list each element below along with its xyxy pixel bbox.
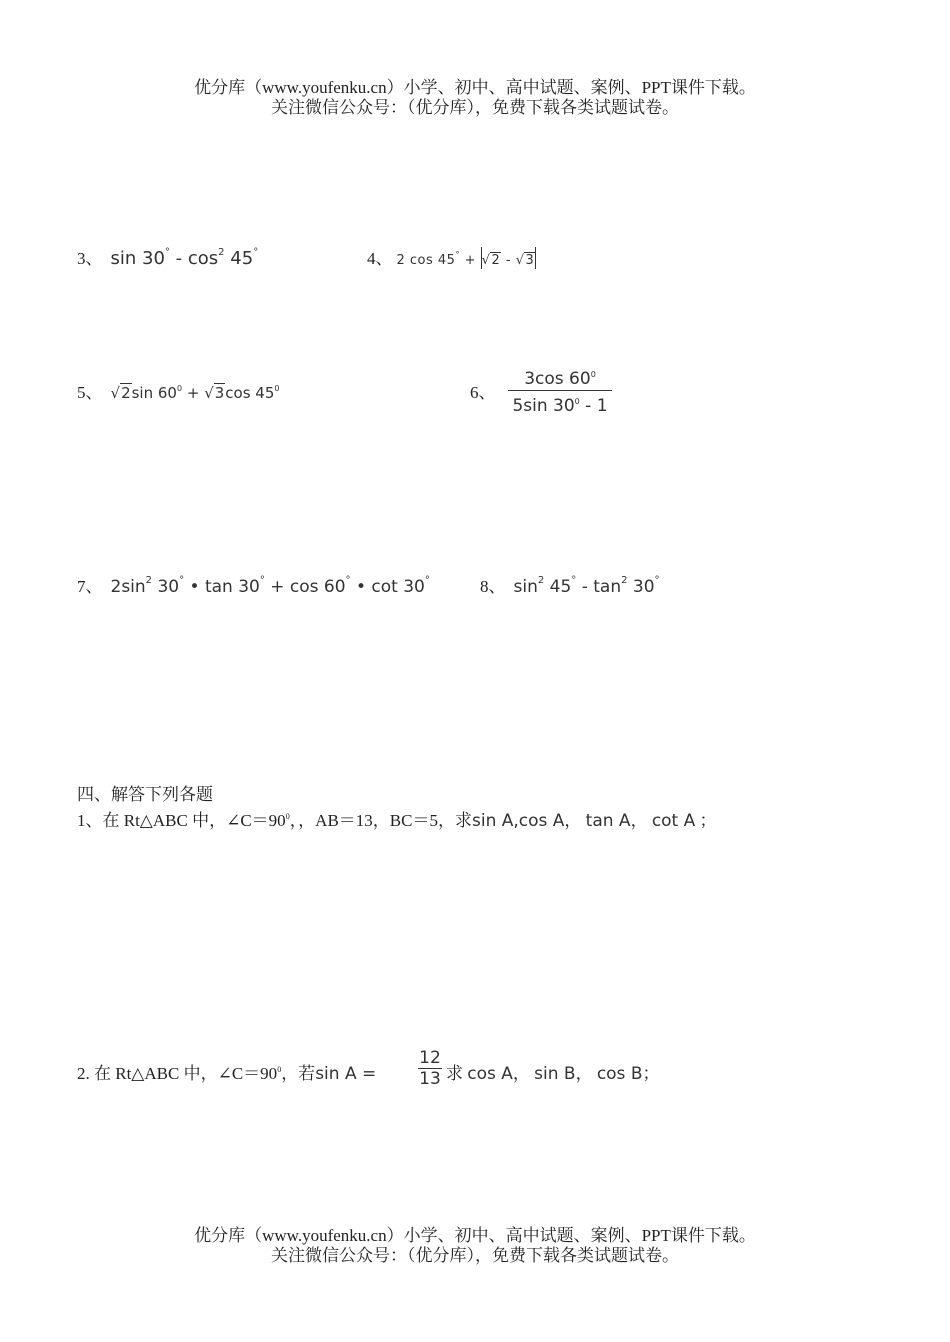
problem-7: [77, 572, 430, 597]
problem-6-label-wrap: [470, 378, 496, 403]
problem-3: [77, 244, 258, 269]
header-line-1: 优分库（www.youfenku.cn）小学、初中、高中试题、案例、PPT课件下载。: [194, 78, 756, 97]
problem-7-label: 7、: [77, 577, 103, 596]
footer-line-1: 优分库（www.youfenku.cn）小学、初中、高中试题、案例、PPT课件下载。: [194, 1226, 756, 1245]
q1-formulas: sin A,cos A: [471, 811, 565, 831]
problem-7-expr: $2\sin^2$ 30° • tan 30° + cos 60° • cot 30°: [110, 575, 430, 597]
problem-6-fraction: [508, 364, 612, 417]
question-2-tail: 求 cos A， sin B， cos B；: [446, 1064, 660, 1084]
question-2: 2. 在 Rt△ABC 中，$\angle C=90^0$，若sin A =: [77, 1064, 377, 1084]
footer-line-2: 关注微信公众号：（优分库），免费下载各类试题试卷。: [271, 1246, 679, 1265]
problem-3-label: 3、: [77, 249, 103, 268]
problem-6-label: 6、: [470, 383, 496, 402]
problem-8-label: 8、: [480, 577, 506, 596]
problem-4: [367, 244, 536, 269]
problem-4-label: 4、: [367, 249, 393, 268]
problem-5-label: 5、: [77, 383, 103, 402]
problem-5: [77, 378, 280, 403]
header-line-2: 关注微信公众号：（优分库），免费下载各类试题试卷。: [271, 98, 679, 117]
problem-8-expr: $\sin^2 45^\circ - \tan^2 30^\circ$: [513, 575, 660, 597]
problem-8: [480, 572, 660, 597]
problem-3-expr: $\sin 30^\circ - \cos^2 45^\circ$: [110, 247, 259, 269]
section-4-title: 四、解答下列各题: [77, 785, 213, 804]
problem-4-expr: 2 cos 45° + √2 - √3: [397, 253, 537, 268]
problem-5-expr: √2sin $60^0 + √3\cos$ $45^0$: [110, 384, 280, 402]
problem-6-denominator: 5sin $30^0 - 1$: [512, 396, 608, 416]
question-2-fraction: 12 13: [419, 1048, 441, 1089]
question-1: 1、在 Rt△ABC 中，$\angle C=90^0$，，AB＝13，BC＝5，求sin A,cos A， tan A， cot A ；: [77, 811, 717, 831]
problem-6-numerator: 3cos $60^0$: [524, 369, 596, 389]
